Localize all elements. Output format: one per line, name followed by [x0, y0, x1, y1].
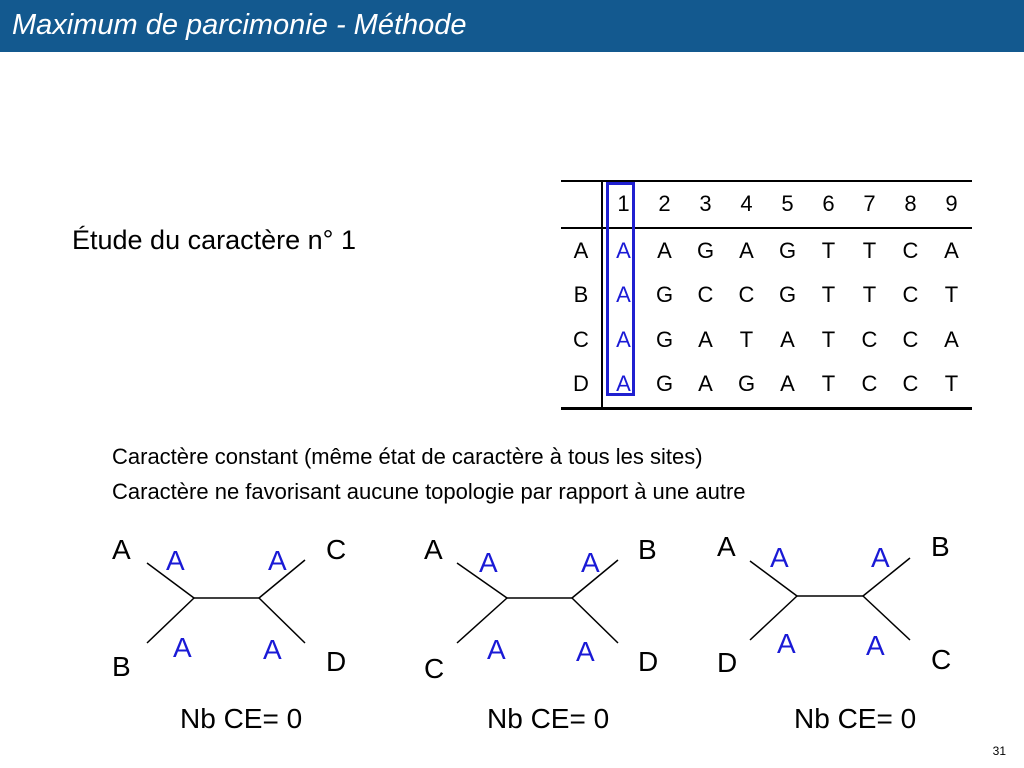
note-no-topology-preference: Caractère ne favorisant aucune topologie par rapport à une autre — [112, 479, 746, 504]
matrix-cell: G — [778, 237, 797, 263]
matrix-cell: G — [726, 362, 767, 408]
matrix-cell-highlighted: A — [616, 237, 631, 263]
row-label: B — [561, 273, 602, 318]
matrix-cell: C — [890, 362, 931, 408]
matrix-cell: A — [698, 326, 713, 352]
state-label: A — [479, 547, 498, 578]
matrix-cell: G — [655, 326, 674, 352]
matrix-cell: T — [808, 362, 849, 408]
matrix-cell: A — [780, 326, 795, 352]
tree-2 — [424, 534, 658, 734]
matrix-cell: T — [739, 326, 754, 352]
matrix-cell: A — [657, 237, 672, 263]
matrix-cell: C — [861, 326, 878, 352]
matrix-cell: T — [862, 237, 877, 263]
matrix-cell: A — [767, 362, 808, 408]
slide-title: Maximum de parcimonie - Méthode — [12, 9, 467, 41]
column-header: 7 — [849, 181, 890, 228]
matrix-cell: G — [696, 237, 715, 263]
column-header: 4 — [726, 181, 767, 228]
row-label: A — [561, 228, 602, 274]
matrix-cell: C — [902, 237, 919, 263]
state-label: A — [581, 547, 600, 578]
tree-3 — [717, 531, 951, 734]
note-constant-character: Caractère constant (même état de caractère à tous les sites) — [112, 444, 703, 469]
matrix-cell: A — [739, 237, 754, 263]
column-header: 3 — [685, 181, 726, 228]
matrix-cell: G — [778, 282, 797, 308]
column-header: 6 — [808, 181, 849, 228]
matrix-cell: T — [862, 282, 877, 308]
row-label: D — [561, 362, 602, 408]
matrix-cell-highlighted: A — [616, 282, 631, 308]
score-label: Nb CE= 0 — [794, 703, 917, 734]
matrix-cell-highlighted: A — [616, 326, 631, 352]
state-label: A — [487, 634, 506, 665]
state-label: A — [777, 628, 796, 659]
leaf-label: D — [638, 646, 659, 677]
state-label: A — [173, 632, 192, 663]
page-number: 31 — [992, 744, 1006, 758]
matrix-cell: C — [902, 282, 919, 308]
leaf-label: D — [326, 646, 347, 677]
state-label: A — [866, 630, 885, 661]
state-label: A — [166, 545, 185, 576]
matrix-cell: T — [931, 362, 972, 408]
leaf-label: D — [717, 647, 738, 678]
matrix-cell: A — [685, 362, 726, 408]
state-label: A — [268, 545, 287, 576]
leaf-label: B — [112, 651, 131, 682]
column-header: 9 — [931, 181, 972, 228]
matrix-cell: T — [821, 237, 836, 263]
matrix-cell: A — [944, 326, 959, 352]
state-label: A — [770, 542, 789, 573]
matrix-cell: G — [644, 362, 685, 408]
leaf-label: C — [424, 653, 445, 684]
character-study-label: Étude du caractère n° 1 — [72, 225, 356, 255]
leaf-label: A — [717, 531, 736, 562]
score-label: Nb CE= 0 — [487, 703, 610, 734]
leaf-label: A — [424, 534, 443, 565]
leaf-label: B — [638, 534, 657, 565]
state-label: A — [871, 542, 890, 573]
column-header: 1 — [602, 181, 644, 228]
matrix-cell: C — [849, 362, 890, 408]
column-header: 5 — [767, 181, 808, 228]
state-label: A — [576, 636, 595, 667]
state-label: A — [263, 634, 282, 665]
matrix-cell: T — [821, 326, 836, 352]
leaf-label: C — [326, 534, 347, 565]
score-label: Nb CE= 0 — [180, 703, 303, 734]
matrix-cell: T — [944, 282, 959, 308]
matrix-cell: C — [738, 282, 755, 308]
leaf-label: C — [931, 644, 952, 675]
matrix-cell-highlighted: A — [602, 362, 644, 408]
matrix-cell: C — [697, 282, 714, 308]
column-header: 2 — [644, 181, 685, 228]
leaf-label: A — [112, 534, 131, 565]
matrix-cell: G — [655, 282, 674, 308]
matrix-cell: T — [821, 282, 836, 308]
leaf-label: B — [931, 531, 950, 562]
matrix-cell: C — [902, 326, 919, 352]
row-label: C — [561, 318, 602, 363]
tree-1 — [112, 534, 346, 734]
matrix-cell: A — [944, 237, 959, 263]
column-header: 8 — [890, 181, 931, 228]
